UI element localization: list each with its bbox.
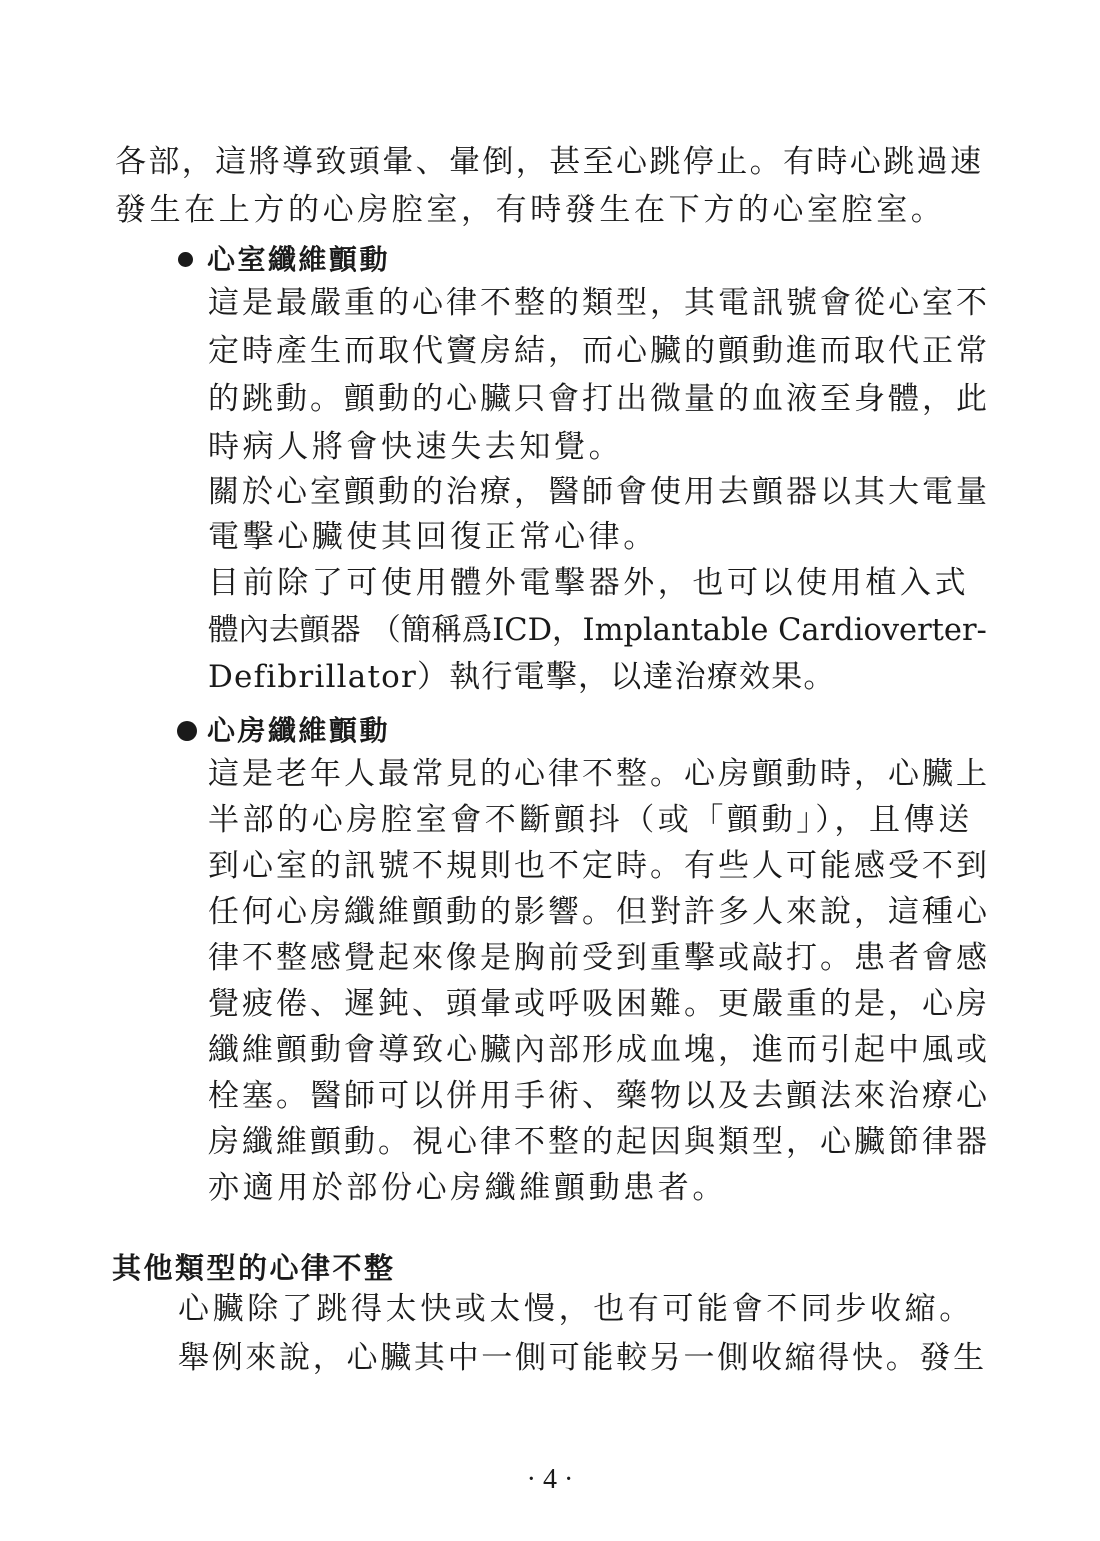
paragraph-line: 這是老年人最常見的心律不整。心房顫動時，心臟上 [208,756,990,792]
paragraph-line: 時病人將會快速失去知覺。 [208,429,624,465]
paragraph-line: 心臟除了跳得太快或太慢，也有可能會不同步收縮。 [178,1291,974,1327]
paragraph-line: 電擊心臟使其回復正常心律。 [208,519,658,555]
paragraph-line: 到心室的訊號不規則也不定時。有些人可能感受不到 [208,848,990,884]
page-number: · 4 · [526,1464,574,1495]
paragraph-line: 律不整感覺起來像是胸前受到重擊或敲打。患者會感 [208,940,990,976]
section-heading: 心房纖維顫動 [207,714,391,747]
paragraph-line: 體內去顫器 （簡稱爲ICD，Implantable Cardioverter- [208,613,987,648]
bullet-icon [178,252,193,267]
paragraph-line: 半部的心房腔室會不斷顫抖（或「顫動」），且傳送 [208,802,973,838]
paragraph-line: 的跳動。顫動的心臟只會打出微量的血液至身體，此 [208,381,990,417]
section-heading: 心室纖維顫動 [207,243,391,276]
paragraph-line: 纖維顫動會導致心臟內部形成血塊，進而引起中風或 [208,1032,990,1068]
paragraph-line: 栓塞。醫師可以併用手術、藥物以及去顫法來治療心 [208,1078,990,1114]
paragraph-line: 定時產生而取代竇房結，而心臟的顫動進而取代正常 [208,333,990,369]
paragraph-line: 亦適用於部份心房纖維顫動患者。 [208,1170,727,1206]
paragraph-line: 這是最嚴重的心律不整的類型，其電訊號會從心室不 [208,285,990,321]
paragraph-line: 目前除了可使用體外電擊器外，也可以使用植入式 [208,565,970,601]
paragraph-line: 覺疲倦、遲鈍、頭暈或呼吸困難。更嚴重的是，心房 [208,986,990,1022]
paragraph-line: 各部，這將導致頭暈、暈倒，甚至心跳停止。有時心跳過速 [115,144,984,180]
paragraph-line: 任何心房纖維顫動的影響。但對許多人來說，這種心 [208,894,990,930]
paragraph-line: Defibrillator）執行電擊，以達治療效果。 [208,659,836,695]
bullet-icon [177,721,197,741]
paragraph-line: 舉例來說，心臟其中一側可能較另一側收縮得快。發生 [178,1340,987,1376]
section-heading: 其他類型的心律不整 [112,1251,396,1285]
paragraph-line: 關於心室顫動的治療，醫師會使用去顫器以其大電量 [208,474,990,510]
paragraph-line: 房纖維顫動。視心律不整的起因與類型，心臟節律器 [208,1124,990,1160]
paragraph-line: 發生在上方的心房腔室，有時發生在下方的心室腔室。 [115,192,946,228]
